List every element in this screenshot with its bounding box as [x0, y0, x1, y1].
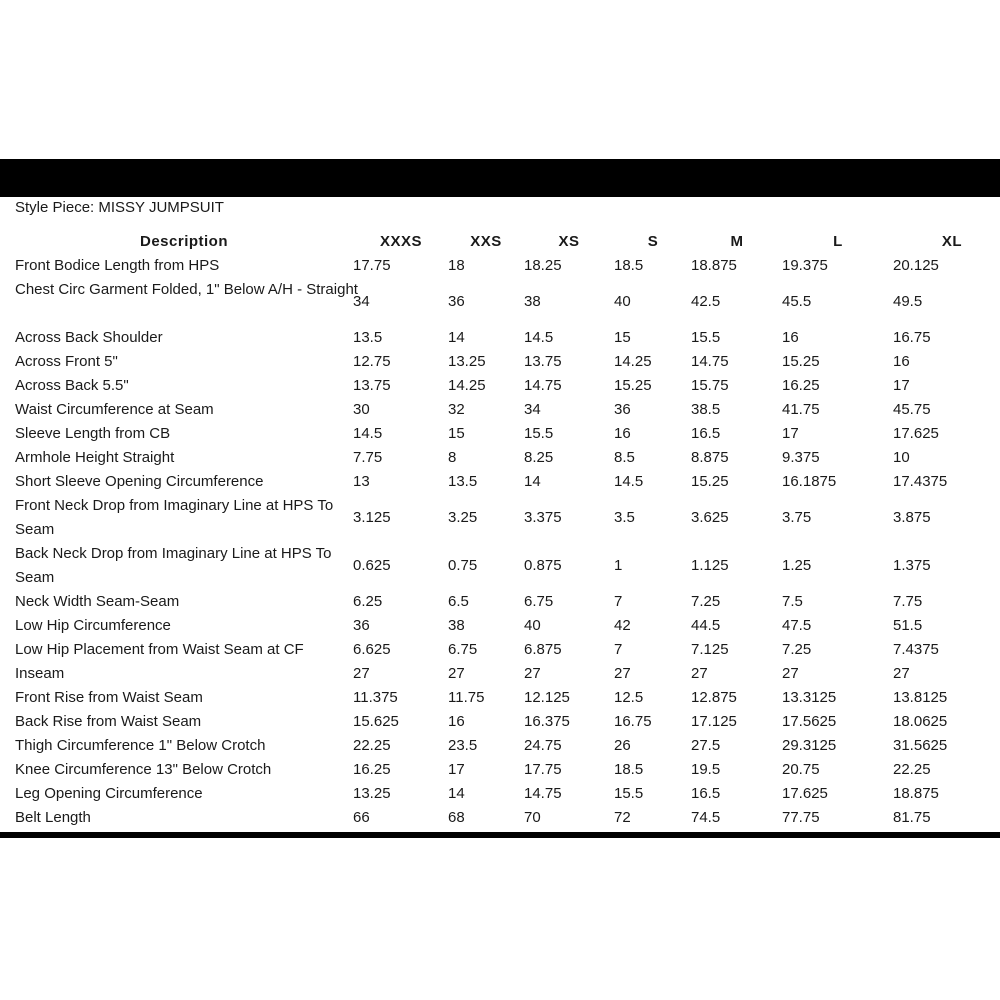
- top-black-bar: [0, 159, 1000, 197]
- row-value: 7.75: [353, 449, 383, 466]
- row-value: 3.625: [691, 509, 729, 526]
- row-value: 13.75: [353, 377, 391, 394]
- row-value: 14.5: [524, 329, 554, 346]
- row-value: 24.75: [524, 737, 562, 754]
- row-value: 17: [782, 425, 799, 442]
- row-value: 6.625: [353, 641, 391, 658]
- row-value: 7.5: [782, 593, 803, 610]
- row-value: 8.25: [524, 449, 554, 466]
- row-value: 22.25: [353, 737, 391, 754]
- row-value: 40: [524, 617, 541, 634]
- row-value: 1.25: [782, 557, 812, 574]
- row-description: Across Back 5.5": [15, 377, 129, 394]
- row-value: 3.75: [782, 509, 812, 526]
- row-value: 72: [614, 809, 631, 826]
- row-description: Waist Circumference at Seam: [15, 401, 214, 418]
- row-value: 70: [524, 809, 541, 826]
- table-row: [0, 734, 1000, 758]
- row-value: 9.375: [782, 449, 820, 466]
- row-description: Across Front 5": [15, 353, 118, 370]
- table-row: [0, 806, 1000, 830]
- row-value: 16.1875: [782, 473, 837, 490]
- row-description: Neck Width Seam-Seam: [15, 593, 180, 610]
- row-value: 14: [448, 785, 465, 802]
- header-size-s: S: [647, 233, 659, 250]
- row-value: 18.875: [691, 257, 737, 274]
- row-value: 13.75: [524, 353, 562, 370]
- row-value: 38.5: [691, 401, 721, 418]
- row-value: 12.125: [524, 689, 570, 706]
- row-value: 27: [691, 665, 708, 682]
- row-description: Across Back Shoulder: [15, 329, 163, 346]
- row-value: 1: [614, 557, 623, 574]
- row-value: 30: [353, 401, 370, 418]
- row-value: 32: [448, 401, 465, 418]
- row-description: Low Hip Circumference: [15, 617, 171, 634]
- row-value: 14.5: [353, 425, 383, 442]
- row-value: 18.875: [893, 785, 939, 802]
- row-value: 3.875: [893, 509, 931, 526]
- table-row: [0, 494, 1000, 542]
- table-row: [0, 758, 1000, 782]
- row-value: 40: [614, 293, 631, 310]
- row-value: 7: [614, 593, 623, 610]
- row-value: 49.5: [893, 293, 923, 310]
- row-value: 22.25: [893, 761, 931, 778]
- row-value: 7.25: [782, 641, 812, 658]
- row-value: 38: [448, 617, 465, 634]
- row-value: 16.25: [782, 377, 820, 394]
- row-value: 20.125: [893, 257, 939, 274]
- row-value: 15.625: [353, 713, 399, 730]
- table-row: [0, 614, 1000, 638]
- row-value: 14.25: [448, 377, 486, 394]
- row-value: 36: [353, 617, 370, 634]
- row-value: 38: [524, 293, 541, 310]
- row-description: Leg Opening Circumference: [15, 785, 203, 802]
- row-value: 1.125: [691, 557, 729, 574]
- row-value: 11.375: [353, 689, 398, 706]
- row-value: 17.125: [691, 713, 737, 730]
- header-description: Description: [139, 233, 229, 250]
- row-value: 19.375: [782, 257, 828, 274]
- row-value: 14.75: [524, 377, 562, 394]
- row-value: 26: [614, 737, 631, 754]
- row-description: Front Bodice Length from HPS: [15, 257, 220, 274]
- row-value: 7.25: [691, 593, 721, 610]
- row-value: 13.3125: [782, 689, 837, 706]
- row-value: 3.5: [614, 509, 635, 526]
- row-value: 42: [614, 617, 631, 634]
- row-value: 8: [448, 449, 457, 466]
- header-size-xxs: XXS: [470, 233, 502, 250]
- header-size-xl: XL: [941, 233, 963, 250]
- row-value: 36: [614, 401, 631, 418]
- row-value: 14.5: [614, 473, 644, 490]
- row-value: 77.75: [782, 809, 820, 826]
- row-value: 14.75: [691, 353, 729, 370]
- row-value: 1.375: [893, 557, 931, 574]
- row-value: 36: [448, 293, 465, 310]
- row-description: Front Rise from Waist Seam: [15, 689, 203, 706]
- row-value: 41.75: [782, 401, 820, 418]
- row-value: 15.25: [614, 377, 652, 394]
- row-value: 23.5: [448, 737, 478, 754]
- row-value: 27: [448, 665, 465, 682]
- row-value: 15.5: [524, 425, 554, 442]
- row-value: 18.0625: [893, 713, 948, 730]
- row-value: 27: [524, 665, 541, 682]
- row-value: 14: [448, 329, 465, 346]
- row-value: 18.25: [524, 257, 562, 274]
- row-description: Thigh Circumference 1" Below Crotch: [15, 737, 266, 754]
- row-value: 74.5: [691, 809, 721, 826]
- row-value: 17.625: [893, 425, 939, 442]
- row-value: 45.5: [782, 293, 812, 310]
- row-value: 17.4375: [893, 473, 948, 490]
- table-row: [0, 422, 1000, 446]
- row-value: 13.5: [448, 473, 478, 490]
- row-value: 18: [448, 257, 465, 274]
- row-value: 27: [893, 665, 910, 682]
- table-row: [0, 662, 1000, 686]
- row-description: Low Hip Placement from Waist Seam at CF: [15, 641, 304, 658]
- row-description: Back Rise from Waist Seam: [15, 713, 202, 730]
- row-value: 6.75: [448, 641, 478, 658]
- row-value: 7.4375: [893, 641, 939, 658]
- row-value: 3.375: [524, 509, 562, 526]
- row-value: 12.75: [353, 353, 391, 370]
- table-row: [0, 254, 1000, 278]
- row-value: 13.5: [353, 329, 383, 346]
- table-row: [0, 278, 1000, 326]
- row-value: 29.3125: [782, 737, 837, 754]
- row-value: 0.75: [448, 557, 478, 574]
- row-value: 3.125: [353, 509, 391, 526]
- row-description: Knee Circumference 13" Below Crotch: [15, 761, 272, 778]
- table-row: [0, 686, 1000, 710]
- row-value: 8.5: [614, 449, 635, 466]
- row-value: 15.5: [691, 329, 721, 346]
- bottom-black-bar: [0, 832, 1000, 838]
- row-value: 7.125: [691, 641, 729, 658]
- row-value: 17.5625: [782, 713, 837, 730]
- row-description: Short Sleeve Opening Circumference: [15, 473, 264, 490]
- row-value: 31.5625: [893, 737, 948, 754]
- row-value: 14: [524, 473, 541, 490]
- row-value: 34: [353, 293, 370, 310]
- header-size-m: M: [730, 233, 744, 250]
- header-size-xxxs: XXXS: [379, 233, 423, 250]
- row-value: 3.25: [448, 509, 478, 526]
- header-size-xs: XS: [558, 233, 580, 250]
- row-value: 16: [782, 329, 799, 346]
- row-value: 44.5: [691, 617, 721, 634]
- row-value: 16: [614, 425, 631, 442]
- row-value: 66: [353, 809, 370, 826]
- row-value: 13.25: [448, 353, 486, 370]
- row-value: 6.25: [353, 593, 383, 610]
- row-value: 16.5: [691, 425, 721, 442]
- row-value: 15.5: [614, 785, 644, 802]
- style-piece-label: Style Piece: MISSY JUMPSUIT: [15, 199, 224, 216]
- row-description: Front Neck Drop from Imaginary Line at HPS To Seam: [15, 497, 334, 538]
- table-row: [0, 638, 1000, 662]
- table-row: [0, 782, 1000, 806]
- row-value: 15.75: [691, 377, 729, 394]
- row-value: 17.75: [353, 257, 391, 274]
- row-value: 7.75: [893, 593, 923, 610]
- table-row: [0, 446, 1000, 470]
- row-value: 14.75: [524, 785, 562, 802]
- row-value: 68: [448, 809, 465, 826]
- row-value: 6.5: [448, 593, 469, 610]
- table-row: [0, 470, 1000, 494]
- row-value: 16.75: [614, 713, 652, 730]
- row-value: 17: [893, 377, 910, 394]
- table-row: [0, 590, 1000, 614]
- table-row: [0, 398, 1000, 422]
- row-value: 27.5: [691, 737, 721, 754]
- row-value: 27: [782, 665, 799, 682]
- row-value: 19.5: [691, 761, 721, 778]
- row-value: 17: [448, 761, 465, 778]
- row-value: 42.5: [691, 293, 721, 310]
- table-row: [0, 326, 1000, 350]
- row-description: Armhole Height Straight: [15, 449, 175, 466]
- row-value: 14.25: [614, 353, 652, 370]
- row-value: 13.25: [353, 785, 391, 802]
- row-value: 34: [524, 401, 541, 418]
- table-header-row: [0, 230, 1000, 254]
- row-description: Sleeve Length from CB: [15, 425, 171, 442]
- row-value: 15.25: [782, 353, 820, 370]
- row-value: 16: [448, 713, 465, 730]
- row-value: 15.25: [691, 473, 729, 490]
- row-value: 12.5: [614, 689, 644, 706]
- row-value: 17.75: [524, 761, 562, 778]
- row-value: 27: [353, 665, 370, 682]
- row-description: Inseam: [15, 665, 65, 682]
- row-value: 16.5: [691, 785, 721, 802]
- table-row: [0, 374, 1000, 398]
- row-value: 10: [893, 449, 910, 466]
- row-value: 13: [353, 473, 370, 490]
- row-value: 16.375: [524, 713, 570, 730]
- row-description: Chest Circ Garment Folded, 1" Below A/H - Straight: [15, 281, 358, 298]
- row-value: 81.75: [893, 809, 931, 826]
- row-value: 51.5: [893, 617, 923, 634]
- row-value: 16: [893, 353, 910, 370]
- row-value: 12.875: [691, 689, 737, 706]
- row-value: 45.75: [893, 401, 931, 418]
- table-row: [0, 710, 1000, 734]
- row-value: 17.625: [782, 785, 828, 802]
- row-value: 27: [614, 665, 631, 682]
- row-description: Belt Length: [15, 809, 91, 826]
- table-row: [0, 542, 1000, 590]
- row-description: Back Neck Drop from Imaginary Line at HPS To Seam: [15, 545, 332, 586]
- row-value: 13.8125: [893, 689, 948, 706]
- row-value: 15: [614, 329, 631, 346]
- row-value: 47.5: [782, 617, 812, 634]
- row-value: 0.625: [353, 557, 391, 574]
- row-value: 11.75: [448, 689, 485, 706]
- row-value: 15: [448, 425, 465, 442]
- row-value: 18.5: [614, 257, 644, 274]
- row-value: 6.75: [524, 593, 554, 610]
- row-value: 18.5: [614, 761, 644, 778]
- measurement-table: [0, 254, 1000, 830]
- row-value: 16.25: [353, 761, 391, 778]
- row-value: 20.75: [782, 761, 820, 778]
- row-value: 6.875: [524, 641, 562, 658]
- row-value: 7: [614, 641, 623, 658]
- header-size-l: L: [833, 233, 843, 250]
- row-value: 8.875: [691, 449, 729, 466]
- row-value: 16.75: [893, 329, 931, 346]
- row-value: 0.875: [524, 557, 562, 574]
- table-row: [0, 350, 1000, 374]
